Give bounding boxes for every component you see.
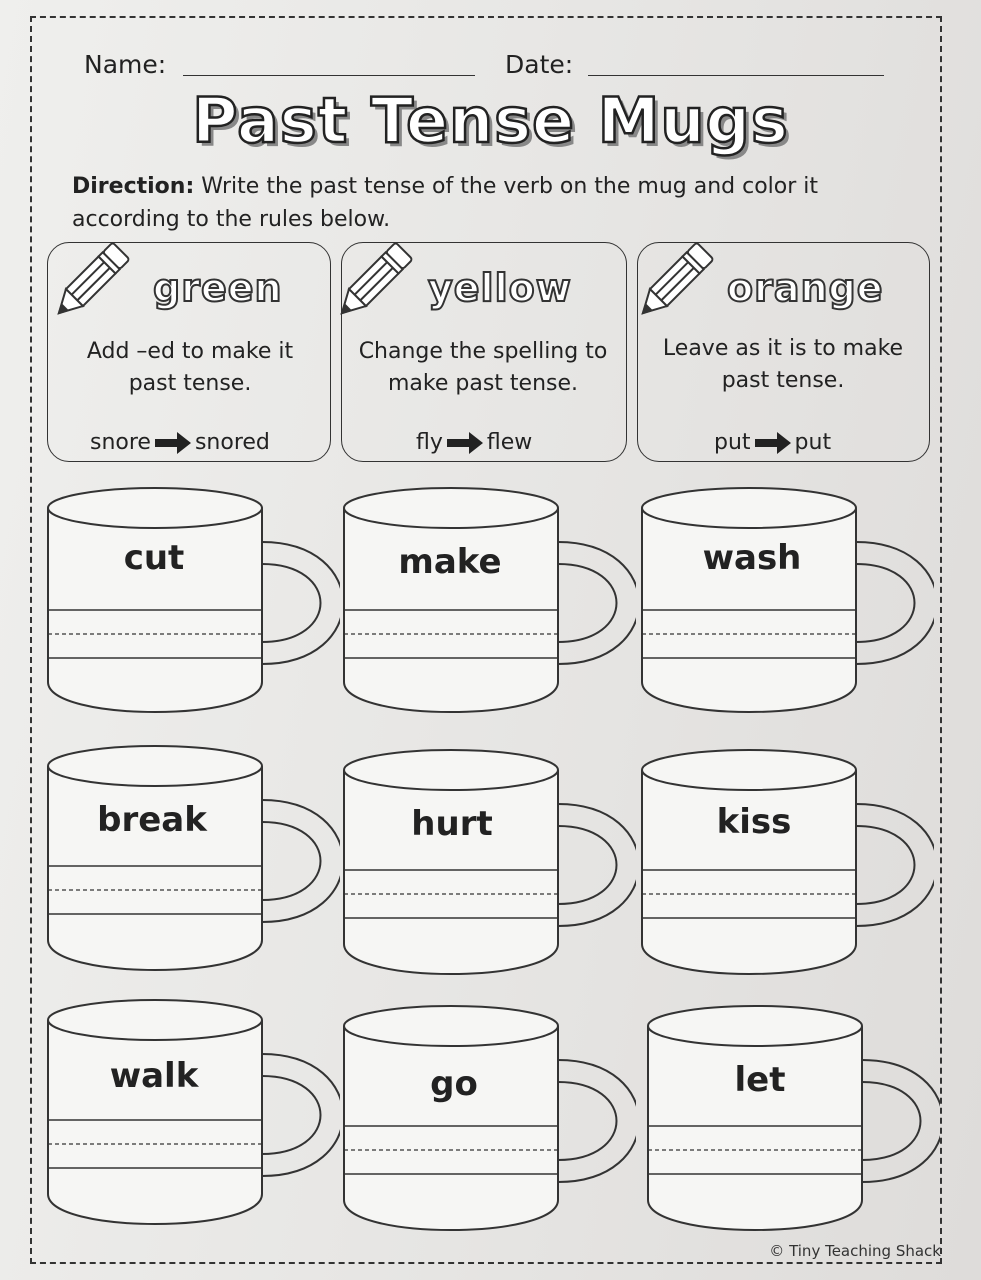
rule-example-orange (714, 430, 831, 455)
name-field[interactable] (183, 75, 475, 76)
answer-line[interactable] (642, 610, 856, 658)
answer-line[interactable] (344, 1126, 558, 1174)
answer-line[interactable] (648, 1126, 862, 1174)
answer-line[interactable] (48, 610, 262, 658)
date-field[interactable] (588, 75, 884, 76)
direction-body: Write the past tense of the verb on the mug and color it according to the rules below. (72, 174, 819, 232)
rule-example-green (90, 430, 270, 455)
answer-line[interactable] (344, 870, 558, 918)
example-from: put (714, 430, 751, 455)
mug-word: cut (123, 538, 185, 578)
mug-icon (336, 1000, 636, 1240)
mug-word: walk (109, 1056, 199, 1096)
mug-icon (640, 1000, 940, 1240)
rule-example-yellow (416, 430, 532, 455)
name-label: Name: (84, 50, 167, 79)
answer-line[interactable] (642, 870, 856, 918)
direction-text (72, 170, 932, 236)
mug-icon (40, 482, 340, 722)
example-from: fly (416, 430, 443, 455)
answer-line[interactable] (344, 610, 558, 658)
mug-icon (634, 744, 934, 984)
direction-label: Direction: (72, 174, 195, 199)
date-label: Date: (505, 50, 574, 79)
arrow-right-icon (447, 432, 483, 454)
rule-text-yellow: Change the spelling to make past tense. (358, 339, 608, 396)
mug-word: kiss (716, 802, 792, 842)
example-to: put (794, 430, 832, 455)
answer-line[interactable] (48, 866, 262, 914)
page-title: Past Tense Mugs (192, 84, 789, 157)
rule-text-green: Add –ed to make it past tense. (86, 339, 294, 396)
arrow-right-icon (755, 432, 791, 454)
pencil-icon (628, 236, 720, 328)
mug-word: make (398, 542, 502, 582)
example-to: snored (194, 430, 270, 455)
mug-word: break (97, 800, 207, 840)
rule-color-yellow: yellow (428, 266, 572, 310)
pencil-icon (44, 236, 136, 328)
mug-word: go (430, 1064, 478, 1104)
mug-word: wash (702, 538, 802, 578)
rule-text-orange: Leave as it is to make past tense. (662, 336, 904, 393)
mug-word: hurt (411, 804, 493, 844)
mug-icon (336, 482, 636, 722)
example-to: flew (486, 430, 533, 455)
pencil-icon (327, 236, 419, 328)
mug-word: let (734, 1060, 786, 1100)
mug-icon (336, 744, 636, 984)
example-from: snore (90, 430, 151, 455)
rule-color-green: green (153, 266, 283, 310)
mug-icon (634, 482, 934, 722)
arrow-right-icon (155, 432, 191, 454)
mug-icon (40, 740, 340, 980)
answer-line[interactable] (48, 1120, 262, 1168)
copyright-text: © Tiny Teaching Shack (769, 1242, 941, 1260)
rule-color-orange: orange (727, 266, 884, 310)
mug-icon (40, 994, 340, 1234)
